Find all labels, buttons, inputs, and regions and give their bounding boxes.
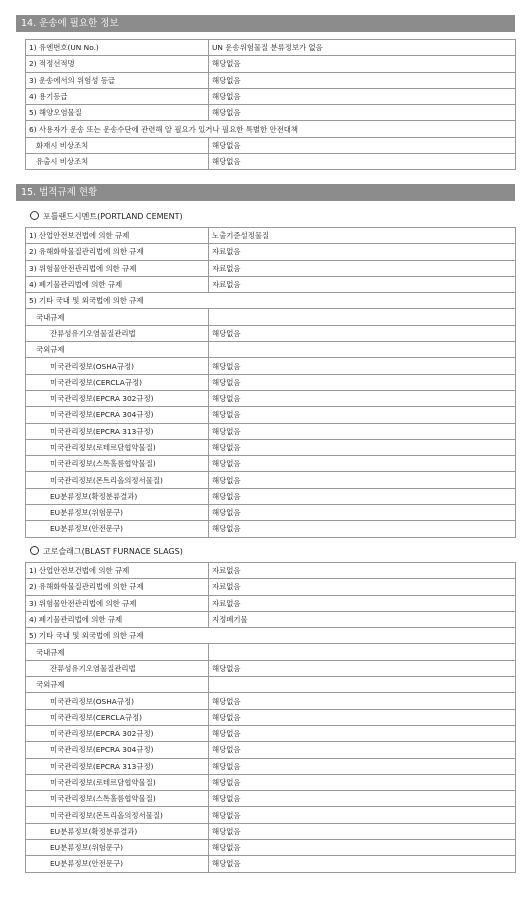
row-label: 화재시 비상조치: [26, 137, 209, 153]
table-row: [26, 358, 516, 374]
row-label: EU분류정보(위험문구): [26, 840, 209, 856]
row-value: 해당없음: [209, 660, 516, 676]
table-row: [26, 121, 516, 137]
row-label: 2) 유해화학물질관리법에 의한 규제: [26, 579, 209, 595]
table-row: [26, 137, 516, 153]
row-value: 해당없음: [209, 521, 516, 537]
table-row: [26, 407, 516, 423]
row-label: 1) 산업안전보건법에 의한 규제: [26, 228, 209, 244]
row-value: 자료없음: [209, 276, 516, 292]
row-label: 국외규제: [26, 677, 209, 693]
table-row: [26, 677, 516, 693]
table-row: [26, 774, 516, 790]
circle-bullet-icon: [30, 211, 39, 220]
table-row: [26, 276, 516, 292]
table-row: [26, 579, 516, 595]
row-value: 해당없음: [209, 505, 516, 521]
row-label: 3) 운송에서의 위험성 등급: [26, 72, 209, 88]
row-label: 미국관리정보(스톡홀름협약물질): [26, 456, 209, 472]
row-value: 해당없음: [209, 423, 516, 439]
regulation-table-1: [25, 227, 516, 538]
table-row: [26, 660, 516, 676]
table-row: [26, 791, 516, 807]
row-value: 해당없음: [209, 488, 516, 504]
row-label: 잔류성유기오염물질관리법: [26, 660, 209, 676]
table-row: [26, 725, 516, 741]
row-value: 해당없음: [209, 374, 516, 390]
row-value: 해당없음: [209, 472, 516, 488]
regulation-table-2: [25, 562, 516, 873]
row-label: 미국관리정보(EPCRA 304규정): [26, 742, 209, 758]
row-label: EU분류정보(확정분류결과): [26, 823, 209, 839]
table-row: [26, 342, 516, 358]
table-row: [26, 325, 516, 341]
row-label: 미국관리정보(몬트리올의정서물질): [26, 472, 209, 488]
row-value: 해당없음: [209, 390, 516, 406]
row-label: 미국관리정보(스톡홀름협약물질): [26, 791, 209, 807]
row-value: 해당없음: [209, 154, 516, 170]
table-row: [26, 439, 516, 455]
table-row: [26, 742, 516, 758]
row-value: 해당없음: [209, 709, 516, 725]
table-row: [26, 472, 516, 488]
table-row: [26, 628, 516, 644]
row-label: 미국관리정보(OSHA규정): [26, 358, 209, 374]
row-value: 해당없음: [209, 742, 516, 758]
row-label: EU분류정보(위험문구): [26, 505, 209, 521]
table-row: [26, 644, 516, 660]
table-row: [26, 488, 516, 504]
substance-heading-2: [30, 546, 183, 558]
table-row: [26, 611, 516, 627]
table-row: [26, 228, 516, 244]
table-row: [26, 260, 516, 276]
table-row: [26, 390, 516, 406]
row-label: 3) 위험물안전관리법에 의한 규제: [26, 595, 209, 611]
row-label: 미국관리정보(EPCRA 302규정): [26, 725, 209, 741]
row-value: 해당없음: [209, 105, 516, 121]
substance-name: 고로슬래그(BLAST FURNACE SLAGS): [43, 547, 183, 556]
table-row: [26, 693, 516, 709]
row-value: 해당없음: [209, 88, 516, 104]
table-row: [26, 521, 516, 537]
row-label: 미국관리정보(CERCLA규정): [26, 709, 209, 725]
row-value: 해당없음: [209, 840, 516, 856]
table-row: [26, 709, 516, 725]
row-label: 4) 폐기물관리법에 의한 규제: [26, 611, 209, 627]
row-value: 자료없음: [209, 563, 516, 579]
row-label: 6) 사용자가 운송 또는 운송수단에 관련해 알 필요가 있거나 필요한 특별한 안전대책: [26, 121, 516, 137]
row-value: 해당없음: [209, 856, 516, 872]
row-value: 해당없음: [209, 325, 516, 341]
row-value: 지정폐기물: [209, 611, 516, 627]
row-label: 미국관리정보(몬트리올의정서물질): [26, 807, 209, 823]
row-label: 미국관리정보(OSHA규정): [26, 693, 209, 709]
table-row: [26, 505, 516, 521]
row-value: 자료없음: [209, 244, 516, 260]
circle-bullet-icon: [30, 546, 39, 555]
row-value: 해당없음: [209, 439, 516, 455]
row-value: [209, 309, 516, 325]
row-label: 국내규제: [26, 644, 209, 660]
row-label: 1) 유엔번호(UN No.): [26, 40, 209, 56]
row-label: 국내규제: [26, 309, 209, 325]
table-row: [26, 40, 516, 56]
table-row: [26, 563, 516, 579]
row-value: 해당없음: [209, 693, 516, 709]
row-value: 해당없음: [209, 791, 516, 807]
row-label: 미국관리정보(로테르담협약물질): [26, 439, 209, 455]
table-row: [26, 595, 516, 611]
row-label: EU분류정보(안전문구): [26, 856, 209, 872]
table-row: [26, 154, 516, 170]
row-value: 노출기준설정물질: [209, 228, 516, 244]
table-row: [26, 309, 516, 325]
row-label: 미국관리정보(로테르담협약물질): [26, 774, 209, 790]
table-row: [26, 807, 516, 823]
row-value: 해당없음: [209, 358, 516, 374]
row-label: 4) 폐기물관리법에 의한 규제: [26, 276, 209, 292]
table-row: [26, 456, 516, 472]
row-value: 자료없음: [209, 260, 516, 276]
row-label: 유출시 비상조치: [26, 154, 209, 170]
table-row: [26, 88, 516, 104]
row-value: [209, 677, 516, 693]
table-row: [26, 72, 516, 88]
row-value: 해당없음: [209, 725, 516, 741]
row-label: 잔류성유기오염물질관리법: [26, 325, 209, 341]
row-label: 5) 해양오염물질: [26, 105, 209, 121]
row-value: 해당없음: [209, 807, 516, 823]
row-label: 4) 용기등급: [26, 88, 209, 104]
row-label: 미국관리정보(EPCRA 313규정): [26, 758, 209, 774]
row-value: 해당없음: [209, 774, 516, 790]
row-value: 해당없음: [209, 407, 516, 423]
transport-info-table: [25, 39, 516, 170]
table-row: [26, 374, 516, 390]
table-row: [26, 293, 516, 309]
row-value: 해당없음: [209, 456, 516, 472]
table-row: [26, 56, 516, 72]
row-label: 미국관리정보(EPCRA 304규정): [26, 407, 209, 423]
table-row: [26, 758, 516, 774]
table-row: [26, 423, 516, 439]
substance-heading-1: [30, 211, 183, 223]
row-label: 5) 기타 국내 및 외국법에 의한 규제: [26, 293, 516, 309]
row-value: [209, 644, 516, 660]
row-value: 자료없음: [209, 579, 516, 595]
row-value: 해당없음: [209, 823, 516, 839]
row-label: 미국관리정보(CERCLA규정): [26, 374, 209, 390]
row-label: 5) 기타 국내 및 외국법에 의한 규제: [26, 628, 516, 644]
row-label: 미국관리정보(EPCRA 313규정): [26, 423, 209, 439]
row-value: UN 운송위험물질 분류정보가 없음: [209, 40, 516, 56]
row-value: 자료없음: [209, 595, 516, 611]
row-label: EU분류정보(안전문구): [26, 521, 209, 537]
row-value: 해당없음: [209, 72, 516, 88]
row-value: 해당없음: [209, 137, 516, 153]
substance-name: 포틀랜드시멘트(PORTLAND CEMENT): [43, 212, 183, 221]
row-label: 2) 적정선적명: [26, 56, 209, 72]
section-15-header: 15. 법적규제 현황: [16, 184, 515, 201]
table-row: [26, 823, 516, 839]
section-14-header: 14. 운송에 필요한 정보: [16, 15, 515, 32]
row-label: 1) 산업안전보건법에 의한 규제: [26, 563, 209, 579]
table-row: [26, 856, 516, 872]
row-label: 국외규제: [26, 342, 209, 358]
row-label: EU분류정보(확정분류결과): [26, 488, 209, 504]
row-value: 해당없음: [209, 758, 516, 774]
table-row: [26, 244, 516, 260]
table-row: [26, 105, 516, 121]
row-label: 2) 유해화학물질관리법에 의한 규제: [26, 244, 209, 260]
table-row: [26, 840, 516, 856]
row-label: 미국관리정보(EPCRA 302규정): [26, 390, 209, 406]
row-value: 해당없음: [209, 56, 516, 72]
row-value: [209, 342, 516, 358]
row-label: 3) 위험물안전관리법에 의한 규제: [26, 260, 209, 276]
